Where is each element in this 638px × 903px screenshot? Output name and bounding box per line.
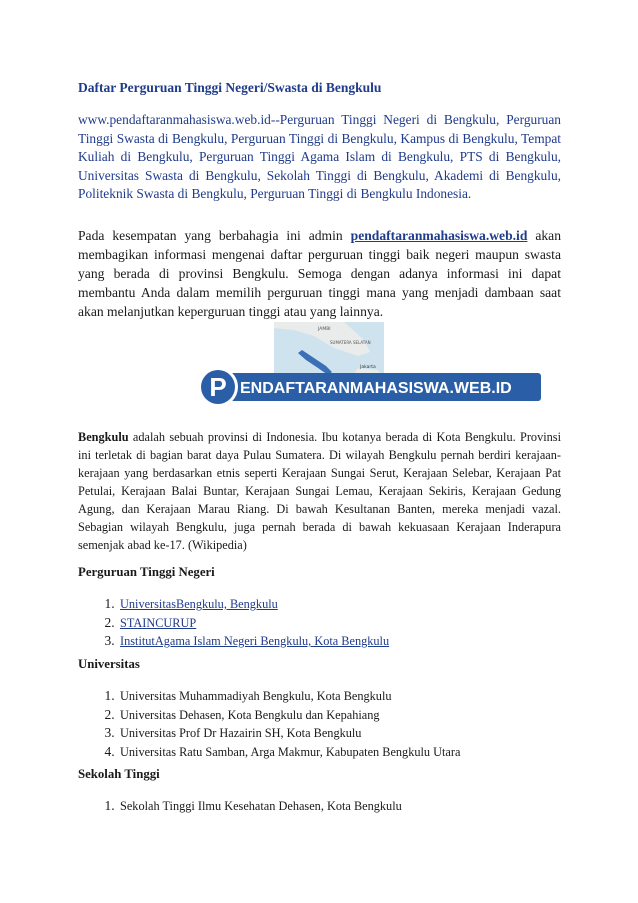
list-item[interactable] <box>118 614 389 633</box>
heading-negeri: Perguruan Tinggi Negeri <box>78 565 215 579</box>
list-item <box>118 687 460 706</box>
list-sekolah <box>78 797 402 816</box>
universitas-item: Universitas Ratu Samban, Arga Makmur, Kabupaten Bengkulu Utara <box>120 744 461 759</box>
intro-paragraph-after: akan membagikan informasi mengenai daftar perguruan tinggi baik negeri maupun swasta yang berada di provinsi Bengkulu. Semoga dengan adanya informasi ini dapat membantu Anda dalam memilih perguruan tinggi mana yang menjadi dambaan saat akan melanjutkan keperguruan tinggi atau yang lainnya. <box>78 228 561 319</box>
heading-sekolah: Sekolah Tinggi <box>78 767 160 781</box>
negeri-link[interactable]: STAINCURUP <box>120 615 197 630</box>
logo-text: ENDAFTARANMAHASISWA.WEB.ID <box>240 380 512 397</box>
universitas-item: Universitas Muhammadiyah Bengkulu, Kota Bengkulu <box>120 689 392 703</box>
bengkulu-term: Bengkulu <box>78 430 129 444</box>
list-item <box>118 797 402 816</box>
list-negeri <box>78 595 389 651</box>
intro-paragraph <box>78 226 561 321</box>
negeri-link[interactable]: UniversitasBengkulu, Bengkulu <box>120 597 278 611</box>
list-item[interactable] <box>118 595 389 614</box>
map-label-jambi: JAMBI <box>318 327 331 332</box>
site-logo <box>198 367 543 407</box>
site-link[interactable]: pendaftaranmahasiswa.web.id <box>350 228 528 243</box>
universitas-item: Universitas Dehasen, Kota Bengkulu dan Kepahiang <box>120 707 380 722</box>
universitas-item: Universitas Prof Dr Hazairin SH, Kota Bengkulu <box>120 726 362 740</box>
list-item[interactable] <box>118 632 389 651</box>
map-label-jakarta: Jakarta <box>360 365 376 370</box>
bengkulu-paragraph <box>78 428 561 554</box>
intro-paragraph-before: Pada kesempatan yang berbahagia ini admin <box>78 228 351 243</box>
map-label-sumsel: SUMATERA SELATAN <box>330 340 371 345</box>
document-title: Daftar Perguruan Tinggi Negeri/Swasta di Bengkulu <box>78 80 382 95</box>
intro-keywords: www.pendaftaranmahasiswa.web.id--Perguruan Tinggi Negeri di Bengkulu, Perguruan Tinggi Swasta di Bengkulu, Perguruan Tinggi di Bengkulu, Kampus di Bengkulu, Tempat Kuliah di Bengkulu, Perguruan Tinggi Agama Islam di Bengkulu, PTS di Bengkulu, Universitas Swasta di Bengkulu, Sekolah Tinggi di Bengkulu, Akademi di Bengkulu, Politeknik Swasta di Bengkulu, Perguruan Tinggi di Bengkulu Indonesia. <box>78 112 561 201</box>
list-item <box>118 706 460 725</box>
bengkulu-description: adalah sebuah provinsi di Indonesia. Ibu kotanya berada di Kota Bengkulu. Provinsi ini terletak di bagian barat daya Pulau Sumatera. Di wilayah Bengkulu pernah berdiri kerajaan-kerajaan yang berdasarkan etnis seperti Kerajaan Sungai Serut, Kerajaan Selebar, Kerajaan Pat Petulai, Kerajaan Balai Buntar, Kerajaan Sungai Lemau, Kerajaan Sekiris, Kerajaan Gedung Agung, dan Kerajaan Marau Riang. Di bawah Kesultanan Banten, mereka menjadi vazal. Sebagian wilayah Bengkulu, juga pernah berada di bawah kekuasaan Kerajaan Inderapura semenjak abad ke-17. (Wikipedia) <box>78 430 561 552</box>
list-universitas <box>78 687 460 761</box>
list-item <box>118 743 460 762</box>
logo-graphic <box>198 367 543 407</box>
heading-universitas: Universitas <box>78 657 140 671</box>
logo-letter: P <box>209 372 227 402</box>
sekolah-item: Sekolah Tinggi Ilmu Kesehatan Dehasen, Kota Bengkulu <box>120 799 402 813</box>
list-item <box>118 724 460 743</box>
negeri-link[interactable]: InstitutAgama Islam Negeri Bengkulu, Kota Bengkulu <box>120 634 390 648</box>
